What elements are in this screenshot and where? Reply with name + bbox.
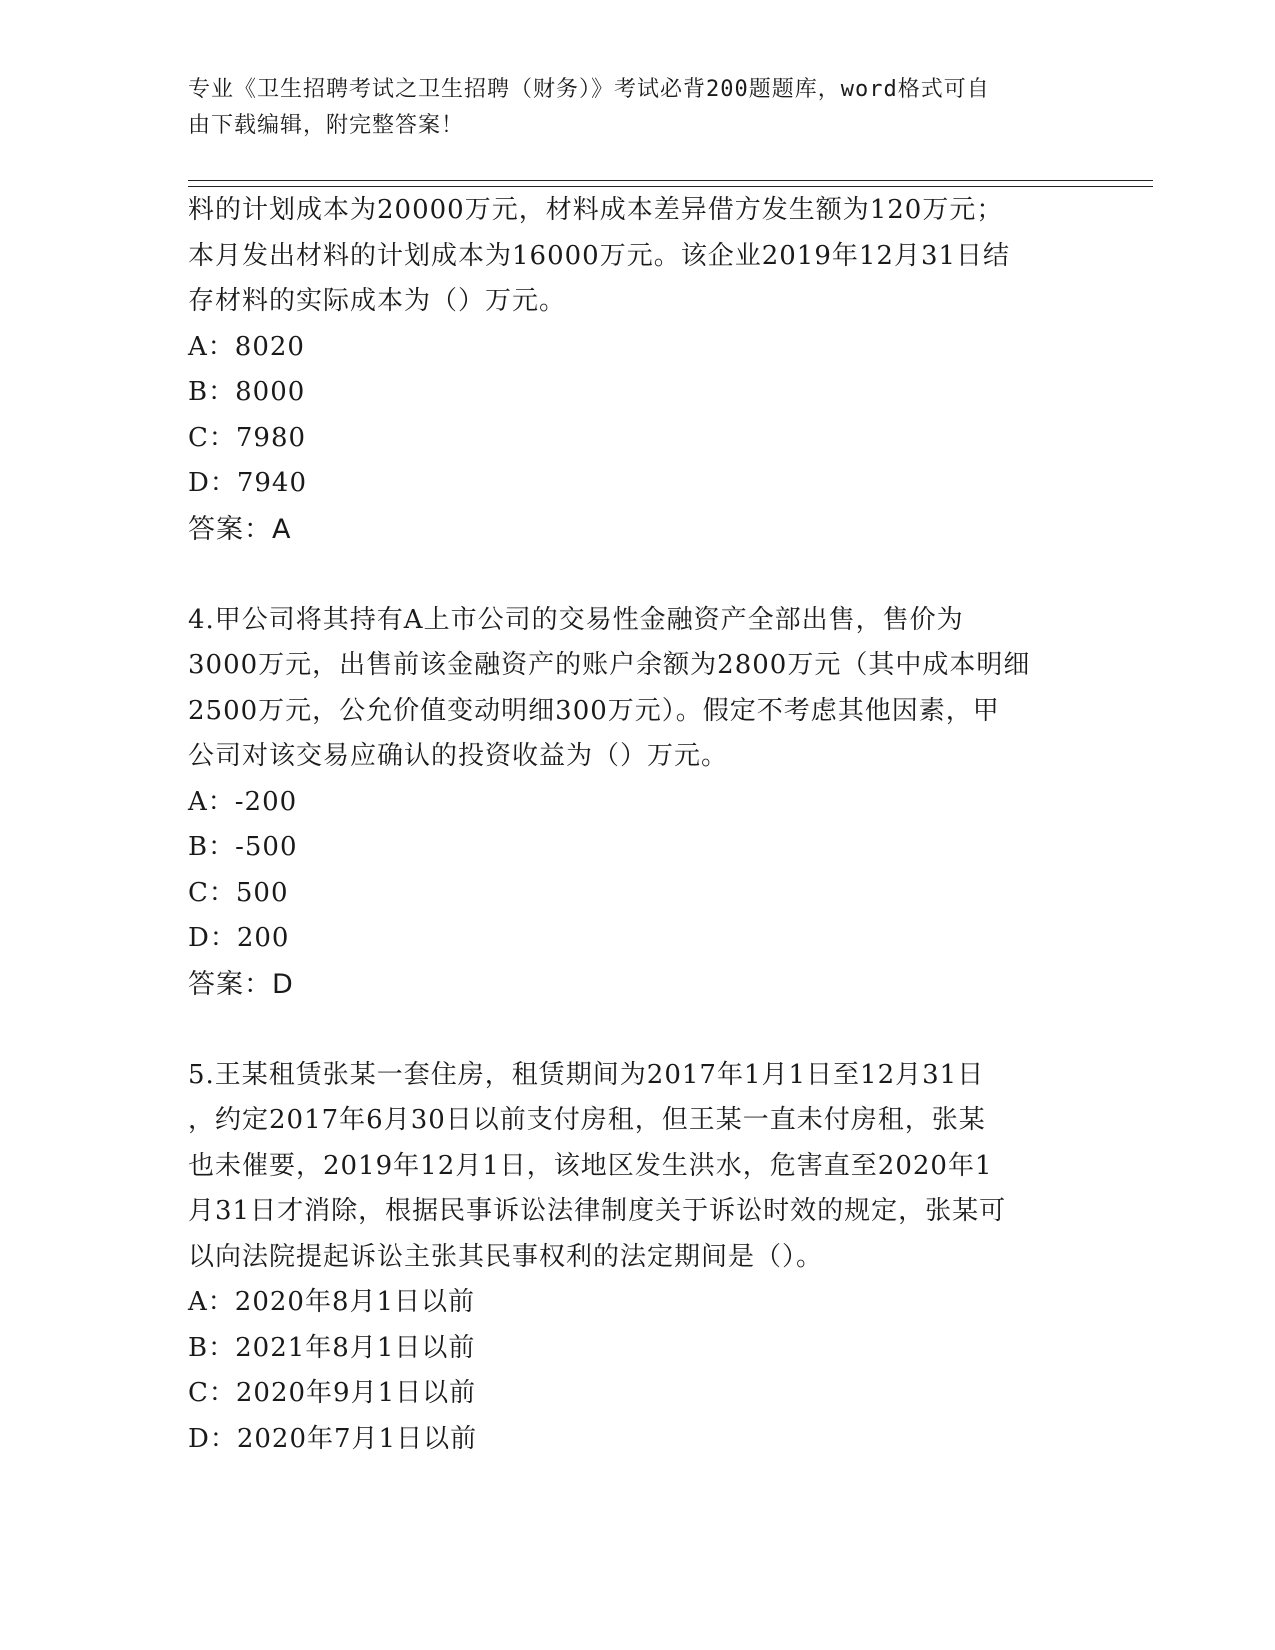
question-text-line: 3000万元，出售前该金融资产的账户余额为2800万元（其中成本明细 [188,650,1031,680]
question-text-line: 月31日才消除，根据民事诉讼法律制度关于诉讼时效的规定，张某可 [188,1196,1007,1226]
option-a: A：2020年8月1日以前 [188,1287,476,1317]
question-3 [188,188,1088,552]
option-c: C：7980 [188,422,307,453]
document-header [188,72,1068,144]
option-d: D：2020年7月1日以前 [188,1423,478,1454]
question-text-line: 4.甲公司将其持有A上市公司的交易性金融资产全部出售，售价为 [188,604,964,635]
option-c: C：500 [188,877,289,908]
document-body [188,188,1088,1462]
question-text-line: 也未催要，2019年12月1日，该地区发生洪水，危害直至2020年1 [188,1150,993,1181]
question-text-line: 公司对该交易应确认的投资收益为（）万元。 [188,741,729,771]
header-line-2: 由下载编辑，附完整答案！ [188,113,465,138]
spacer [188,1007,1088,1053]
spacer [188,552,1088,598]
question-text-line: 料的计划成本为20000万元，材料成本差异借方发生额为120万元； [188,195,1004,225]
question-text-line: 以向法院提起诉讼主张其民事权利的法定期间是（）。 [188,1241,824,1272]
header-rule-bottom [188,186,1153,187]
option-d: D：200 [188,923,290,953]
option-a: A：8020 [188,331,305,362]
answer: 答案：A [188,513,292,545]
header-rule-top [188,180,1153,181]
option-b: B：-500 [188,832,298,862]
option-c: C：2020年9月1日以前 [188,1378,477,1408]
question-text-line: 2500万元，公允价值变动明细300万元）。假定不考虑其他因素，甲 [188,695,1000,726]
question-text-line: ，约定2017年6月30日以前支付房租，但王某一直未付房租，张某 [188,1105,986,1135]
question-text-line: 存材料的实际成本为（）万元。 [188,286,567,316]
answer: 答案：D [188,968,294,1000]
question-4 [188,598,1088,1008]
option-b: B：8000 [188,377,306,407]
question-text-line: 5.王某租赁张某一套住房，租赁期间为2017年1月1日至12月31日 [188,1059,985,1090]
option-a: A：-200 [188,786,298,817]
header-line-1: 专业《卫生招聘考试之卫生招聘（财务）》考试必背200题题库，word格式可自 [188,77,990,102]
question-5 [188,1053,1088,1463]
question-text-line: 本月发出材料的计划成本为16000万元。该企业2019年12月31日结 [188,240,1011,271]
option-d: D：7940 [188,468,308,498]
option-b: B：2021年8月1日以前 [188,1332,476,1363]
